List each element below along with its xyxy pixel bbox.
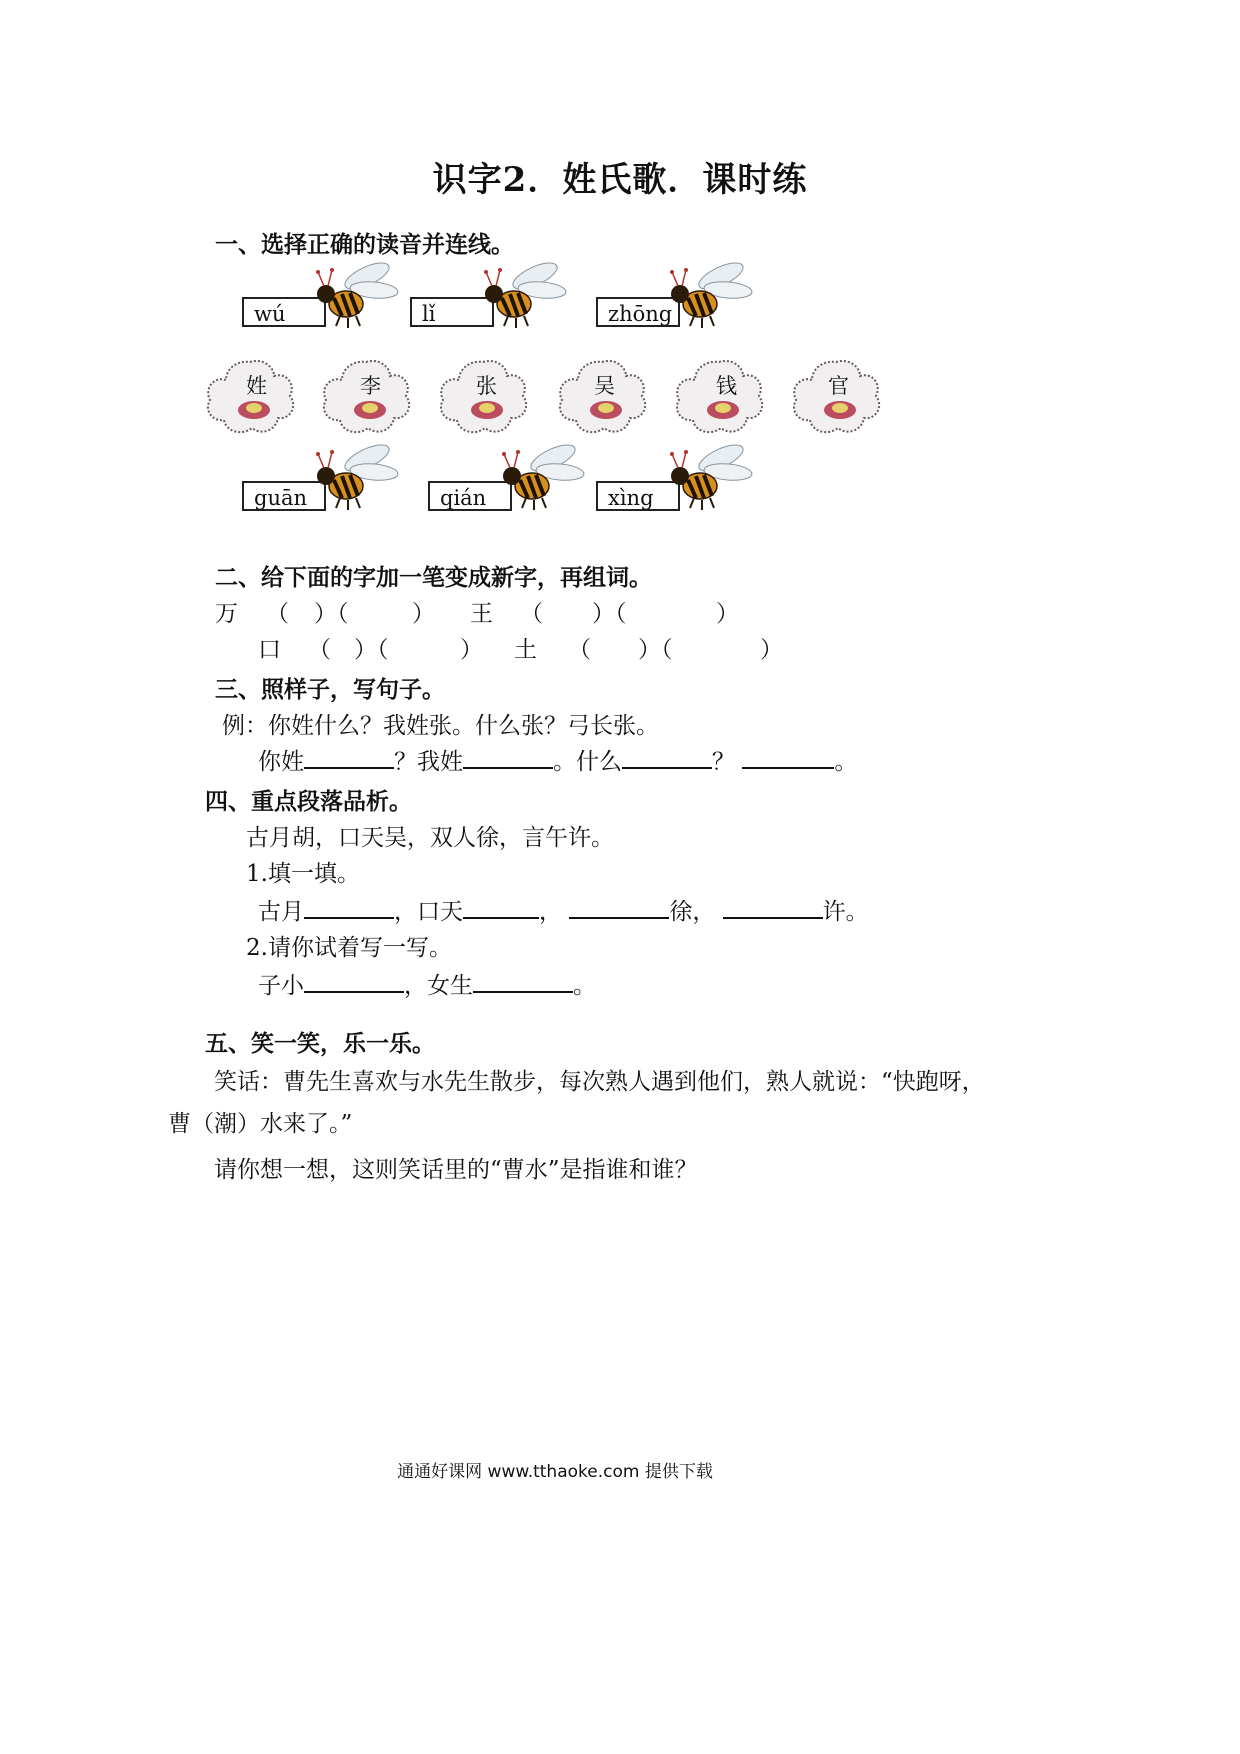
answer-blank[interactable] <box>742 747 834 769</box>
bee-icon <box>498 440 588 512</box>
s5-joke-line2: 曹（潮）水来了。” <box>168 1111 353 1137</box>
s4-passage: 古月胡，口天吴，双人徐，言午许。 <box>246 825 614 851</box>
answer-blank[interactable] <box>473 971 573 993</box>
pinyin-box-qian[interactable]: qián <box>428 481 512 511</box>
page-title: 识字2．姓氏歌．课时练 <box>432 160 808 200</box>
s3-text: 。 <box>834 749 858 775</box>
pinyin-box-zhong[interactable]: zhōng <box>596 297 680 327</box>
s4-text: ，女生 <box>404 973 473 999</box>
s5-joke-line1: 笑话：曹先生喜欢与水先生散步，每次熟人遇到他们，熟人就说：“快跑呀， <box>214 1069 985 1095</box>
flower-char-li[interactable]: 李 <box>360 374 381 398</box>
s3-text: 你姓 <box>258 749 304 775</box>
bee-icon <box>480 258 570 330</box>
s4-text: 徐， <box>669 899 716 925</box>
s4-text: 许。 <box>822 899 869 925</box>
paren-mid: ）（ <box>592 601 627 627</box>
paren-open: （ <box>266 601 289 627</box>
s4-text: ， <box>539 899 562 925</box>
pinyin-box-wu[interactable]: wú <box>242 297 326 327</box>
s4-write-line <box>258 967 596 1000</box>
s3-text: ？ <box>712 749 735 775</box>
section1-heading: 一、选择正确的读音并连线。 <box>215 232 514 258</box>
paren-close: ） <box>716 601 739 627</box>
pinyin-box-guan[interactable]: guān <box>242 481 326 511</box>
answer-blank[interactable] <box>622 747 712 769</box>
s2-char-wang: 王 <box>470 601 493 627</box>
s5-question: 请你想一想，这则笑话里的“曹水”是指谁和谁？ <box>214 1157 698 1183</box>
paren-mid: ）（ <box>314 601 349 627</box>
s2-char-tu: 土 <box>514 637 537 663</box>
bee-icon <box>312 440 402 512</box>
section4-heading: 四、重点段落品析。 <box>205 789 412 815</box>
answer-blank[interactable] <box>304 897 394 919</box>
flower-char-zhang[interactable]: 张 <box>476 374 497 398</box>
s4-text: 古月 <box>258 899 304 925</box>
pinyin-box-li[interactable]: lǐ <box>410 297 494 327</box>
s4-fill-line <box>258 893 869 926</box>
answer-blank[interactable] <box>723 897 823 919</box>
s4-text: ，口天 <box>394 899 463 925</box>
s3-example: 例：你姓什么？我姓张。什么张？弓长张。 <box>222 713 659 739</box>
paren-open: （ <box>520 601 543 627</box>
flower-char-xing[interactable]: 姓 <box>246 374 267 398</box>
answer-blank[interactable] <box>304 971 404 993</box>
paren-mid: ）（ <box>638 637 673 663</box>
paren-close: ） <box>412 601 435 627</box>
paren-open: （ <box>308 637 331 663</box>
footer-text: 通通好课网 www.tthaoke.com 提供下载 <box>397 1462 713 1482</box>
s2-char-kou: 口 <box>258 637 281 663</box>
section5-heading: 五、笑一笑，乐一乐。 <box>205 1031 435 1057</box>
flower-char-qian[interactable]: 钱 <box>716 374 737 398</box>
flower-char-wu[interactable]: 吴 <box>594 374 615 398</box>
s3-text: ？我姓 <box>394 749 463 775</box>
paren-open: （ <box>568 637 591 663</box>
s4-question2: 2.请你试着写一写。 <box>246 935 452 961</box>
flower-char-guan[interactable]: 官 <box>828 374 849 398</box>
bee-icon <box>666 440 756 512</box>
s2-char-wan: 万 <box>215 601 238 627</box>
s4-text: 子小 <box>258 973 304 999</box>
answer-blank[interactable] <box>463 897 539 919</box>
paren-mid: ）（ <box>354 637 389 663</box>
s3-sentence <box>258 743 857 776</box>
paren-close: ） <box>460 637 483 663</box>
answer-blank[interactable] <box>304 747 394 769</box>
section3-heading: 三、照样子，写句子。 <box>215 677 445 703</box>
s4-text: 。 <box>573 973 596 999</box>
answer-blank[interactable] <box>569 897 669 919</box>
pinyin-box-xing[interactable]: xìng <box>596 481 680 511</box>
bee-icon <box>666 258 756 330</box>
section2-heading: 二、给下面的字加一笔变成新字，再组词。 <box>215 565 652 591</box>
paren-close: ） <box>760 637 783 663</box>
s3-text: 。什么 <box>553 749 622 775</box>
bee-icon <box>312 258 402 330</box>
s4-question1: 1.填一填。 <box>246 861 360 887</box>
answer-blank[interactable] <box>463 747 553 769</box>
